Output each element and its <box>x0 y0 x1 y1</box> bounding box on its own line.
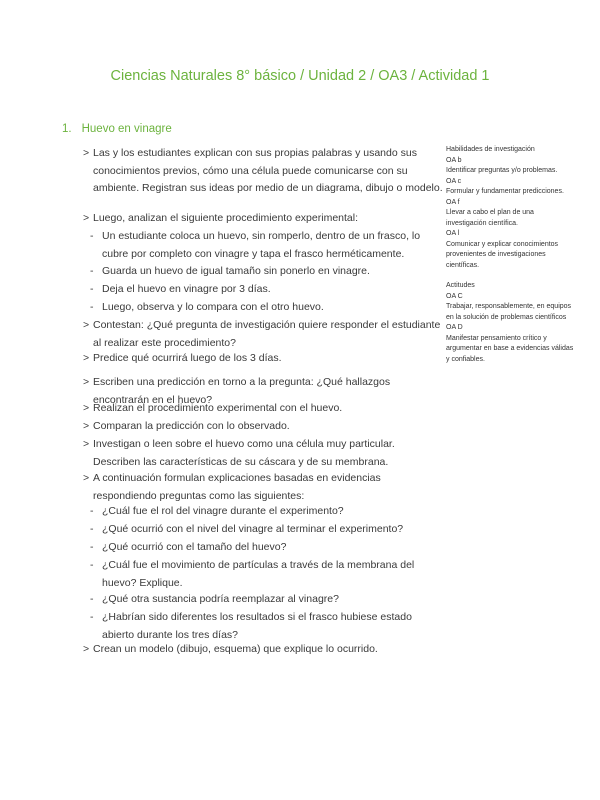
question-text: ¿Cuál fue el rol del vinagre durante el experimento? <box>102 505 344 517</box>
item-text: Comparan la predicción con lo observado. <box>93 420 290 432</box>
procedure-step <box>90 228 422 263</box>
attitudes-heading: Actitudes <box>446 282 475 289</box>
procedure-step <box>90 263 422 281</box>
objective-code: OA l <box>446 230 460 237</box>
list-item <box>78 470 443 505</box>
question-text: ¿Cuál fue el movimiento de partículas a través de la membrana del huevo? Explique. <box>102 559 415 589</box>
dash-marker: - <box>90 611 94 623</box>
dash-marker: - <box>90 523 94 535</box>
dash-marker: - <box>90 541 94 553</box>
item-text: A continuación formulan explicaciones basadas en evidencias respondiendo preguntas como las siguientes: <box>93 472 381 502</box>
question <box>90 521 422 539</box>
item-text: Crean un modelo (dibujo, esquema) que explique lo ocurrido. <box>93 643 378 655</box>
page-title: Ciencias Naturales 8° básico / Unidad 2 / OA3 / Actividad 1 <box>110 68 490 84</box>
arrow-marker: > <box>83 438 90 450</box>
list-item <box>78 400 443 418</box>
list-item <box>78 210 443 228</box>
objective-text: Llevar a cabo el plan de una investigación científica. <box>446 209 534 227</box>
arrow-marker: > <box>83 472 90 484</box>
question <box>90 503 422 521</box>
dash-marker: - <box>90 301 94 313</box>
arrow-marker: > <box>83 147 90 159</box>
item-text: Luego, analizan el siguiente procedimiento experimental: <box>93 212 359 224</box>
procedure-step <box>90 281 422 299</box>
procedure-step <box>90 299 422 317</box>
objective-code: OA c <box>446 177 462 185</box>
question-text: ¿Qué ocurrió con el nivel del vinagre al terminar el experimento? <box>102 523 404 535</box>
item-text: Predice qué ocurrirá luego de los 3 días. <box>93 352 282 364</box>
arrow-marker: > <box>83 376 90 388</box>
objective-text: Formular y fundamentar predicciones. <box>446 188 564 195</box>
arrow-marker: > <box>83 402 90 414</box>
item-text: Contestan: ¿Qué pregunta de investigación quiere responder el estudiante al realizar este procedimiento? <box>93 319 441 349</box>
arrow-marker: > <box>83 643 90 655</box>
section-title: Huevo en vinagre <box>81 123 172 135</box>
list-item <box>78 317 443 352</box>
list-item <box>78 436 443 471</box>
step-text: Deja el huevo en vinagre por 3 días. <box>102 283 271 295</box>
question <box>90 591 422 609</box>
objective-text: Comunicar y explicar conocimientos provenientes de investigaciones científicas. <box>446 240 559 269</box>
objective-code: OA f <box>446 198 460 206</box>
section-heading <box>62 123 172 135</box>
arrow-marker: > <box>83 420 90 432</box>
arrow-marker: > <box>83 352 90 364</box>
question <box>90 539 422 557</box>
step-text: Luego, observa y lo compara con el otro huevo. <box>102 301 324 313</box>
list-item <box>78 641 443 659</box>
step-text: Un estudiante coloca un huevo, sin romperlo, dentro de un frasco, lo cubre por completo con vinagre y tapa el frasco herméticamente. <box>102 230 421 260</box>
dash-marker: - <box>90 505 94 517</box>
list-item <box>78 350 443 368</box>
attitude-code: OA C <box>446 292 463 300</box>
arrow-marker: > <box>83 319 90 331</box>
dash-marker: - <box>90 230 94 242</box>
question-text: ¿Habrían sido diferentes los resultados si el frasco hubiese estado abierto durante los tres días? <box>102 611 412 641</box>
attitude-text: Trabajar, responsablemente, en equipos en la solución de problemas científicos <box>446 303 572 321</box>
question <box>90 609 422 644</box>
step-text: Guarda un huevo de igual tamaño sin ponerlo en vinagre. <box>102 265 370 277</box>
dash-marker: - <box>90 283 94 295</box>
dash-marker: - <box>90 593 94 605</box>
section-number: 1. <box>62 123 72 135</box>
list-item <box>78 145 443 198</box>
dash-marker: - <box>90 559 94 571</box>
item-text: Las y los estudiantes explican con sus propias palabras y usando sus conocimientos previos, cómo una célula puede comunicarse con su ambiente. Registran sus ideas por medio de un diagrama, dibujo o modelo. <box>93 147 443 194</box>
item-text: Escriben una predicción en torno a la pregunta: ¿Qué hallazgos encontrarán en el huevo? <box>93 376 391 406</box>
dash-marker: - <box>90 265 94 277</box>
question-text: ¿Qué ocurrió con el tamaño del huevo? <box>102 541 287 553</box>
sidebar-objectives <box>446 145 576 365</box>
question-text: ¿Qué otra sustancia podría reemplazar al vinagre? <box>102 593 339 605</box>
objective-code: OA b <box>446 156 462 164</box>
attitude-code: OA D <box>446 324 463 331</box>
list-item <box>78 418 443 436</box>
item-text: Investigan o leen sobre el huevo como una célula muy particular. Describen las características de su cáscara y de su membrana. <box>93 438 395 468</box>
attitude-text: Manifestar pensamiento crítico y argumentar en base a evidencias válidas y confiables. <box>446 334 574 363</box>
skills-heading: Habilidades de investigación <box>446 146 535 153</box>
item-text: Realizan el procedimiento experimental con el huevo. <box>93 402 343 414</box>
objective-text: Identificar preguntas y/o problemas. <box>446 167 558 174</box>
arrow-marker: > <box>83 212 90 224</box>
question <box>90 557 422 592</box>
